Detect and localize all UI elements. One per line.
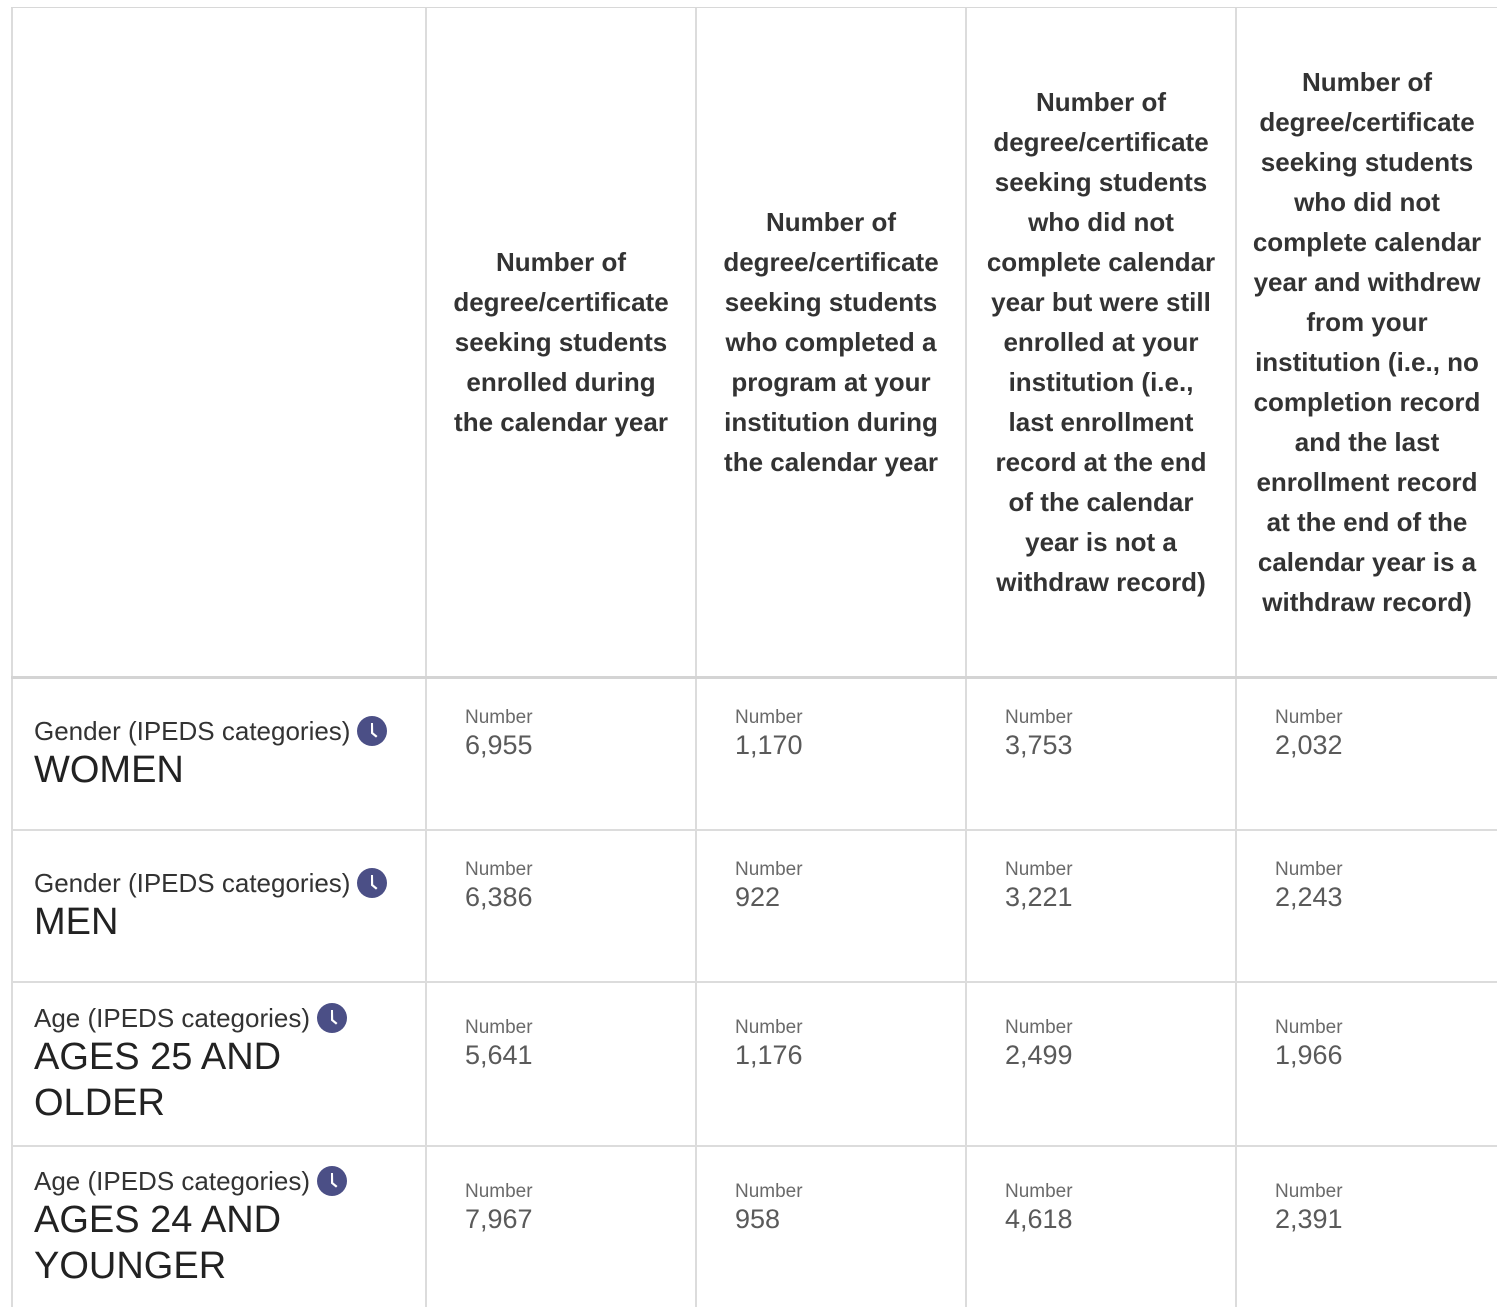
number-label: Number (465, 1181, 533, 1202)
row-label-cell (11, 1147, 425, 1307)
number-value: 4,618 (1005, 1204, 1073, 1234)
number-label: Number (465, 859, 533, 880)
number-value: 2,032 (1275, 730, 1343, 760)
number-value: 2,499 (1005, 1040, 1073, 1070)
number-label: Number (735, 1181, 803, 1202)
number-value: 1,170 (735, 730, 803, 760)
number-label: Number (735, 1017, 803, 1038)
data-cell (695, 679, 965, 829)
number-label: Number (465, 1017, 533, 1038)
number-value: 922 (735, 882, 781, 912)
row-category-text: Gender (IPEDS categories) (34, 716, 351, 746)
row-category-text: Age (IPEDS categories) (34, 1003, 311, 1033)
data-cell (425, 679, 695, 829)
number-label: Number (1005, 707, 1073, 728)
row-category-text: Age (IPEDS categories) (34, 1166, 311, 1196)
row-category (34, 867, 425, 899)
data-cell (1235, 983, 1497, 1145)
data-cell (695, 983, 965, 1145)
header-cell-still-enrolled (965, 8, 1235, 676)
number-label: Number (1275, 859, 1343, 880)
number-label: Number (735, 707, 803, 728)
number-label: Number (1005, 1181, 1073, 1202)
number-value: 3,753 (1005, 730, 1073, 760)
number-value: 3,221 (1005, 882, 1073, 912)
column-header: Number of degree/certificate seeking students enrolled during the calendar year (453, 247, 669, 437)
table-row (11, 983, 1497, 1147)
clock-icon[interactable] (316, 1165, 348, 1197)
clock-icon[interactable] (356, 715, 388, 747)
row-category (34, 1165, 425, 1197)
number-value: 958 (735, 1204, 781, 1234)
row-value: AGES 25 AND OLDER (34, 1036, 282, 1124)
data-cell (695, 831, 965, 981)
number-value: 5,641 (465, 1040, 533, 1070)
table-row (11, 1147, 1497, 1307)
data-cell (1235, 679, 1497, 829)
data-cell (1235, 1147, 1497, 1307)
data-cell (695, 1147, 965, 1307)
column-header: Number of degree/certificate seeking students who did not complete calendar year and withdrew from your institution (i.e., no completion record and the last enrollment record at the end of the calendar year is a withdraw record) (1252, 67, 1482, 617)
table-row (11, 831, 1497, 983)
number-value: 1,176 (735, 1040, 803, 1070)
header-cell-completed (695, 8, 965, 676)
row-label-cell (11, 983, 425, 1145)
number-value: 2,391 (1275, 1204, 1343, 1234)
number-label: Number (1275, 707, 1343, 728)
data-table (11, 7, 1497, 1306)
row-label-cell (11, 679, 425, 829)
number-value: 6,386 (465, 882, 533, 912)
row-value: MEN (34, 901, 119, 943)
data-cell (965, 679, 1235, 829)
number-value: 7,967 (465, 1204, 533, 1234)
number-label: Number (465, 707, 533, 728)
data-cell (425, 831, 695, 981)
table-row (11, 679, 1497, 831)
number-label: Number (1275, 1181, 1343, 1202)
header-cell-enrolled (425, 8, 695, 676)
number-value: 2,243 (1275, 882, 1343, 912)
number-label: Number (1005, 859, 1073, 880)
row-category (34, 715, 425, 747)
data-cell (965, 1147, 1235, 1307)
data-cell (1235, 831, 1497, 981)
row-value: WOMEN (34, 749, 184, 791)
number-value: 6,955 (465, 730, 533, 760)
row-category (34, 1002, 425, 1034)
header-cell-empty (11, 8, 425, 676)
table-header-row (11, 8, 1497, 679)
data-cell (425, 983, 695, 1145)
row-label-cell (11, 831, 425, 981)
number-label: Number (735, 859, 803, 880)
row-category-text: Gender (IPEDS categories) (34, 868, 351, 898)
data-cell (965, 983, 1235, 1145)
column-header: Number of degree/certificate seeking students who completed a program at your institution during the calendar year (723, 207, 939, 477)
data-cell (965, 831, 1235, 981)
row-value: AGES 24 AND YOUNGER (34, 1199, 282, 1287)
header-cell-withdrew (1235, 8, 1497, 676)
number-label: Number (1275, 1017, 1343, 1038)
number-value: 1,966 (1275, 1040, 1343, 1070)
number-label: Number (1005, 1017, 1073, 1038)
clock-icon[interactable] (316, 1002, 348, 1034)
data-cell (425, 1147, 695, 1307)
column-header: Number of degree/certificate seeking students who did not complete calendar year but were still enrolled at your institution (i.e., last enrollment record at the end of the calendar year is not a withdraw record) (986, 87, 1216, 597)
clock-icon[interactable] (356, 867, 388, 899)
